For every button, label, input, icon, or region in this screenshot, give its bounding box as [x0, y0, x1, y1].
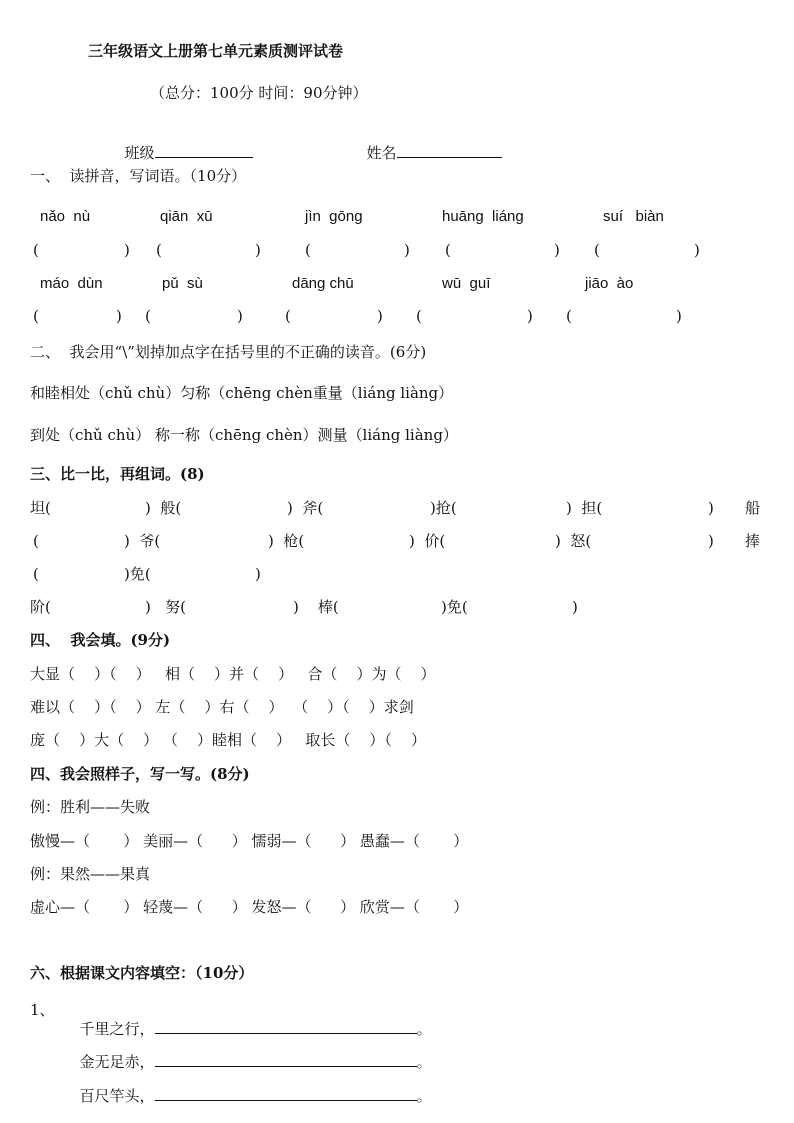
compare-item: 船	[745, 499, 761, 517]
question-number: 1、	[30, 1001, 55, 1019]
answer-paren-close: )	[554, 241, 560, 259]
compare-item: ) 爷(	[124, 532, 161, 550]
pinyin-item: máo dùn	[40, 275, 103, 292]
compare-item: ) 棒(	[293, 598, 339, 616]
answer-paren-close: )	[255, 241, 261, 259]
section4-heading: 四、 我会填。(9分)	[30, 631, 171, 649]
answer-paren-close: )	[527, 307, 533, 325]
answer-paren-close: )	[404, 241, 410, 259]
name-field[interactable]	[357, 125, 502, 162]
compare-item: ) 担(	[566, 499, 603, 517]
compare-item: 坦(	[30, 499, 51, 517]
fill-blank[interactable]	[155, 1086, 417, 1101]
answer-paren-close: )	[237, 307, 243, 325]
compare-item: )	[255, 565, 261, 583]
class-blank[interactable]	[155, 143, 253, 158]
answer-paren-open: (	[594, 241, 600, 259]
pronunciation-line-2: 到处（chǔ chù） 称一称（chēng chèn）测量（liáng liàng）	[30, 426, 458, 444]
answer-paren-close: )	[124, 241, 130, 259]
pinyin-item: wū guī	[442, 275, 491, 292]
name-blank[interactable]	[397, 143, 502, 158]
pinyin-item: suí biàn	[603, 208, 664, 225]
class-label: 班级	[124, 144, 155, 162]
answer-paren-open: (	[445, 241, 451, 259]
compare-item: (	[33, 532, 39, 550]
pinyin-item: jiāo ào	[585, 275, 634, 292]
class-field[interactable]	[115, 125, 253, 162]
section5-heading: 四、我会照样子，写一写。(8分)	[30, 765, 250, 783]
compare-item: ) 努(	[145, 598, 187, 616]
pinyin-item: nǎo nù	[40, 208, 91, 225]
idiom-line-2: 难以（ ）（ ） 左（ ）右（ ） （ ）（ ）求剑	[30, 698, 414, 716]
section1-heading: 一、 读拼音，写词语。（10分）	[30, 167, 247, 185]
compare-item: ) 般(	[145, 499, 182, 517]
fill-prompt: 金无足赤，	[79, 1053, 155, 1071]
answer-paren-close: )	[694, 241, 700, 259]
fill-blank[interactable]	[155, 1052, 417, 1067]
period-mark: 。	[416, 1053, 432, 1071]
period-mark: 。	[416, 1087, 432, 1105]
pinyin-item: qiān xū	[160, 208, 213, 225]
fill-line[interactable]	[70, 1068, 432, 1105]
answer-paren-close: )	[676, 307, 682, 325]
period-mark: 。	[416, 1020, 432, 1038]
name-label: 姓名	[366, 144, 397, 162]
compare-item: )	[708, 532, 714, 550]
compare-item: )	[708, 499, 714, 517]
antonym-line: 傲慢—（ ） 美丽—（ ） 懦弱—（ ） 愚蠢—（ ）	[30, 832, 469, 850]
compare-item: 捧	[745, 532, 761, 550]
fill-prompt: 百尺竿头，	[79, 1087, 155, 1105]
page-title: 三年级语文上册第七单元素质测评试卷	[88, 42, 344, 60]
answer-paren-open: (	[145, 307, 151, 325]
fill-blank[interactable]	[155, 1019, 417, 1034]
compare-item: )抢(	[430, 499, 457, 517]
compare-item: ) 斧(	[287, 499, 324, 517]
idiom-line-3: 庞（ ）大（ ） （ ）睦相（ ） 取长（ ）（ ）	[30, 731, 427, 749]
synonym-line: 虚心—（ ） 轻蔑—（ ） 发怒—（ ） 欣赏—（ ）	[30, 898, 469, 916]
compare-item: (	[33, 565, 39, 583]
answer-paren-close: )	[377, 307, 383, 325]
compare-item: )	[572, 598, 578, 616]
pinyin-item: dāng chū	[292, 275, 354, 292]
pinyin-item: jìn gōng	[305, 208, 363, 225]
pinyin-item: pǔ sù	[162, 275, 203, 292]
answer-paren-close: )	[116, 307, 122, 325]
compare-item: )免(	[124, 565, 151, 583]
answer-paren-open: (	[33, 307, 39, 325]
answer-paren-open: (	[305, 241, 311, 259]
fill-prompt: 千里之行，	[79, 1020, 155, 1038]
answer-paren-open: (	[416, 307, 422, 325]
answer-paren-open: (	[33, 241, 39, 259]
compare-item: )免(	[441, 598, 468, 616]
exam-meta: （总分：100分 时间：90分钟）	[150, 84, 368, 102]
compare-item: 阶(	[30, 598, 51, 616]
pronunciation-line-1: 和睦相处（chǔ chù）匀称（chēng chèn重量（liáng liàng）	[30, 384, 454, 402]
answer-paren-open: (	[566, 307, 572, 325]
section2-heading: 二、 我会用“\”划掉加点字在括号里的不正确的读音。(6分)	[30, 343, 427, 361]
answer-paren-open: (	[156, 241, 162, 259]
section3-heading: 三、比一比，再组词。(8)	[30, 465, 205, 483]
example-1: 例：胜利——失败	[30, 798, 151, 816]
compare-item: ) 枪(	[268, 532, 305, 550]
fill-line[interactable]	[70, 1001, 432, 1038]
answer-paren-open: (	[285, 307, 291, 325]
fill-line[interactable]	[70, 1034, 432, 1071]
idiom-line-1: 大显（ ）（ ） 相（ ）并（ ） 合（ ）为（ ）	[30, 665, 436, 683]
example-2: 例：果然——果真	[30, 865, 151, 883]
compare-item: ) 价(	[409, 532, 446, 550]
section6-heading: 六、根据课文内容填空：（10分）	[30, 964, 254, 982]
pinyin-item: huāng liáng	[442, 208, 524, 225]
compare-item: ) 怒(	[555, 532, 592, 550]
